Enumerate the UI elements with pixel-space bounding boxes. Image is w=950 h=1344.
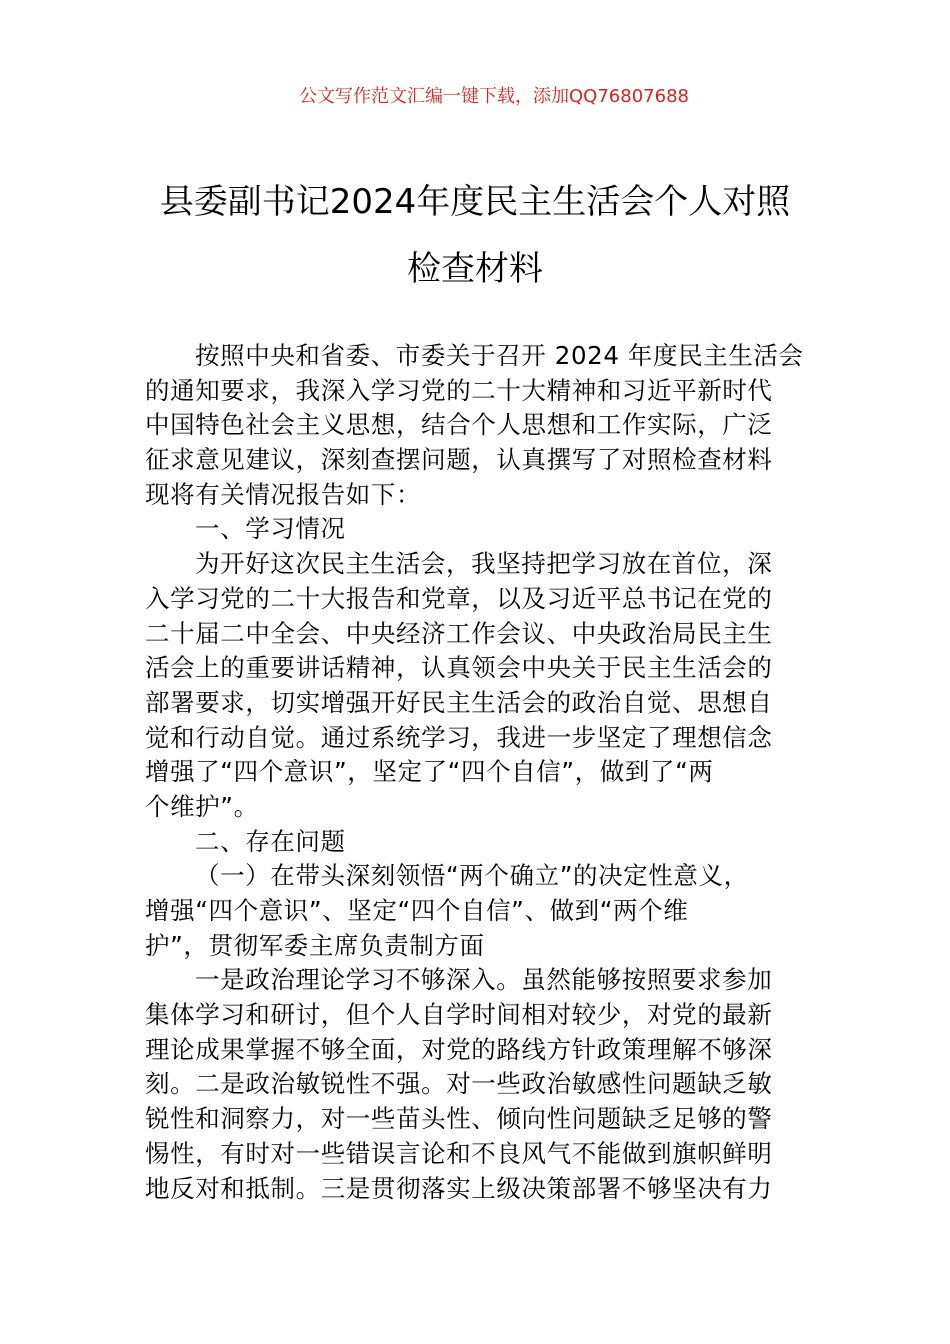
document-body [145, 339, 809, 1206]
body-text-line: 入学习党的二十大报告和党章，以及习近平总书记在党的 [145, 583, 773, 613]
body-text-line: 觉和行动自觉。通过系统学习，我进一步坚定了理想信念 [145, 722, 773, 752]
body-text-line: 刻。二是政治敏锐性不强。对一些政治敏感性问题缺乏敏 [145, 1069, 773, 1099]
body-text-line: 按照中央和省委、市委关于召开 2024 年度民主生活会 [195, 341, 804, 370]
body-text-line: 为开好这次民主生活会，我坚持把学习放在首位，深 [195, 549, 773, 579]
body-text-line: 地反对和抵制。三是贯彻落实上级决策部署不够坚决有力 [145, 1173, 773, 1203]
body-text-line: 个维护”。 [145, 791, 259, 821]
body-text-line: 集体学习和研讨，但个人自学时间相对较少，对党的最新 [145, 1000, 773, 1030]
body-text-line: （一）在带头深刻领悟“两个确立”的决定性意义， [195, 861, 749, 891]
body-text-line: 理论成果掌握不够全面，对党的路线方针政策理解不够深 [145, 1034, 773, 1064]
body-text-line: 中国特色社会主义思想，结合个人思想和工作实际，广泛 [145, 410, 773, 440]
download-banner: 公文写作范文汇编一键下载，添加QQ76807688 [299, 86, 689, 107]
body-text-line: 活会上的重要讲话精神，认真领会中央关于民主生活会的 [145, 653, 773, 683]
body-text-line: 增强“四个意识”、坚定“四个自信”、做到“两个维 [145, 896, 689, 925]
body-text-line: 征求意见建议，深刻查摆问题，认真撰写了对照检查材料 [145, 445, 773, 475]
body-text-line: 一是政治理论学习不够深入。虽然能够按照要求参加 [195, 965, 773, 995]
body-text-line: 的通知要求，我深入学习党的二十大精神和习近平新时代 [145, 375, 773, 405]
body-text-line: 增强了“四个意识”，坚定了“四个自信”，做到了“两 [145, 757, 714, 787]
body-text-line: 锐性和洞察力，对一些苗头性、倾向性问题缺乏足够的警 [145, 1104, 773, 1134]
document-title-line-1: 县委副书记2024年度民主生活会个人对照 [159, 182, 791, 222]
body-text-line: 现将有关情况报告如下： [145, 479, 422, 509]
body-text-line: 二、存在问题 [195, 826, 346, 856]
body-text-line: 部署要求，切实增强开好民主生活会的政治自觉、思想自 [145, 687, 773, 717]
body-text-line: 一、学习情况 [195, 514, 346, 544]
body-text-line: 护”，贯彻军委主席负责制方面 [145, 930, 485, 960]
document-title-line-2: 检查材料 [407, 249, 543, 289]
body-text-line: 二十届二中全会、中央经济工作会议、中央政治局民主生 [145, 618, 773, 648]
body-text-line: 惕性，有时对一些错误言论和不良风气不能做到旗帜鲜明 [145, 1138, 773, 1168]
